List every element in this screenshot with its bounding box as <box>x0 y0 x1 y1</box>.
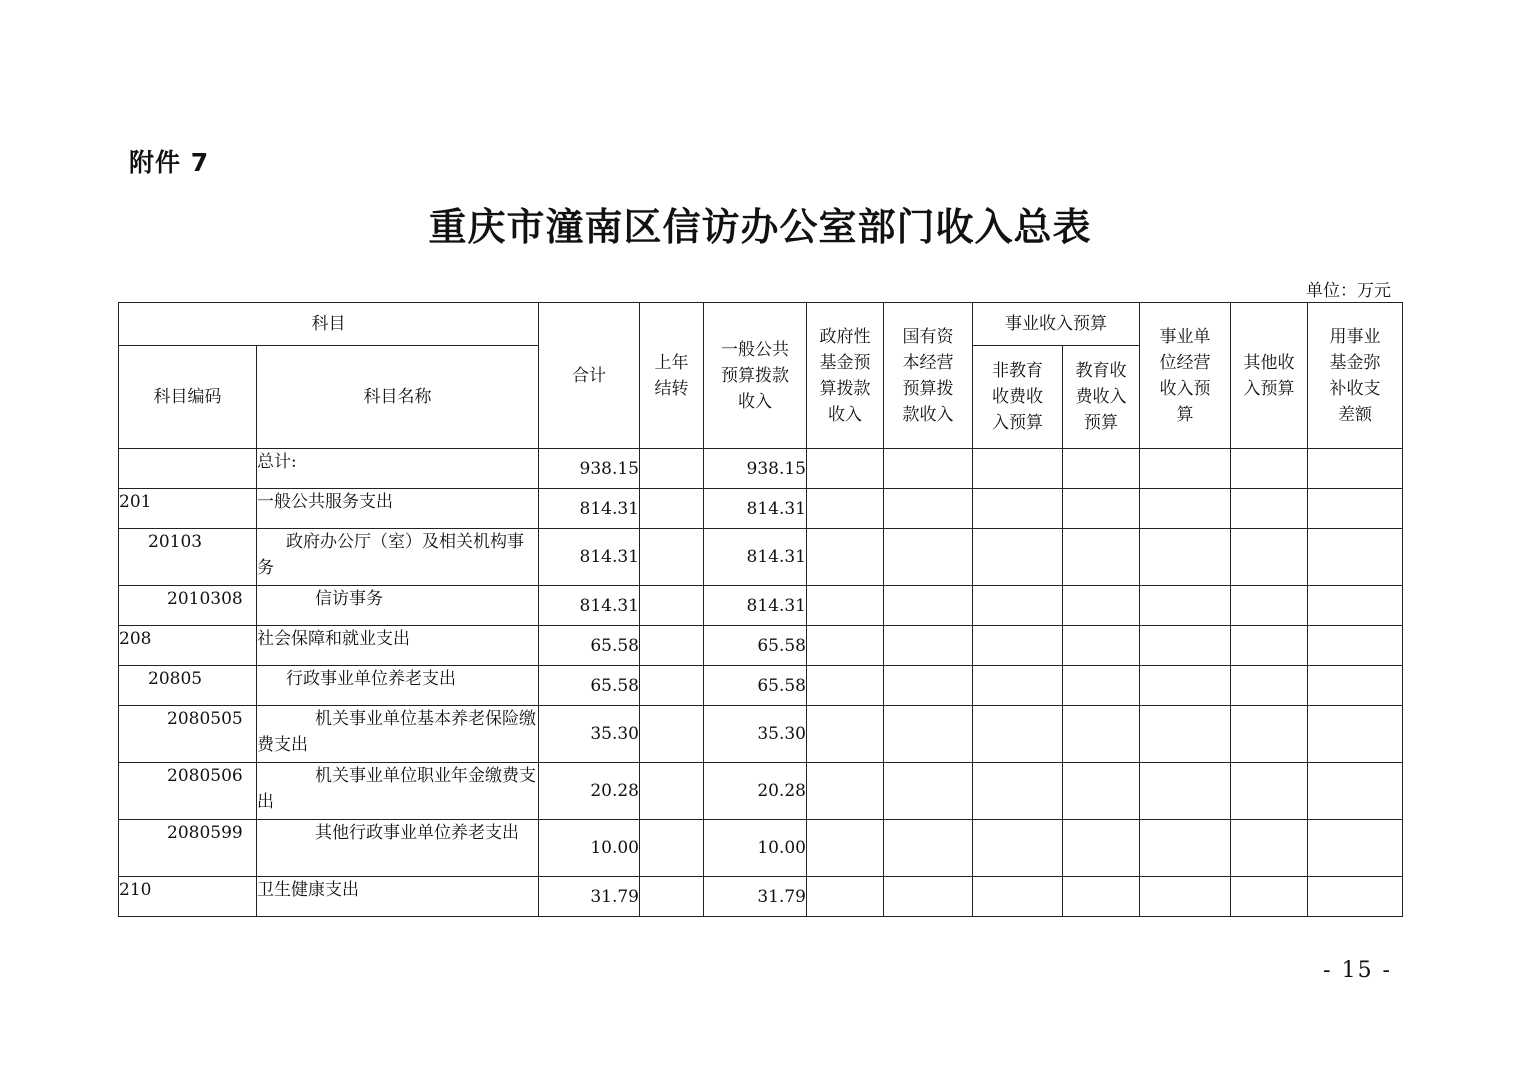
row-empty-cell <box>807 820 884 877</box>
row-empty-cell <box>1140 626 1231 666</box>
row-empty-cell <box>807 706 884 763</box>
row-empty-cell <box>1231 626 1308 666</box>
header-line: 算拨款 <box>819 378 871 399</box>
row-empty-cell <box>884 489 973 529</box>
row-general-budget: 814.31 <box>704 489 807 529</box>
row-empty-cell <box>1063 626 1140 666</box>
row-name: 行政事业单位养老支出 <box>257 666 539 706</box>
row-empty-cell <box>884 586 973 626</box>
row-empty-cell <box>1063 877 1140 917</box>
table-row <box>119 626 1403 666</box>
row-carryover <box>640 666 704 706</box>
row-general-budget: 20.28 <box>704 763 807 820</box>
row-empty-cell <box>1140 666 1231 706</box>
row-empty-cell <box>1231 489 1308 529</box>
row-total: 65.58 <box>539 626 640 666</box>
header-line: 一般公共 <box>721 339 789 360</box>
row-empty-cell <box>1231 666 1308 706</box>
row-empty-cell <box>973 449 1063 489</box>
row-name: 总计: <box>257 449 539 489</box>
row-total: 814.31 <box>539 586 640 626</box>
row-empty-cell <box>884 449 973 489</box>
row-name: 卫生健康支出 <box>257 877 539 917</box>
header-line: 收费收 <box>992 387 1043 407</box>
row-code: 2080506 <box>119 763 257 820</box>
header-subject-code: 科目编码 <box>119 346 257 449</box>
header-fund-balance <box>1308 303 1403 449</box>
header-line: 政府性 <box>819 326 871 347</box>
row-empty-cell <box>1063 820 1140 877</box>
row-name: 一般公共服务支出 <box>257 489 539 529</box>
row-empty-cell <box>1140 706 1231 763</box>
row-empty-cell <box>1063 489 1140 529</box>
row-empty-cell <box>1308 877 1403 917</box>
row-total: 31.79 <box>539 877 640 917</box>
row-code: 210 <box>119 877 257 917</box>
row-code: 2010308 <box>119 586 257 626</box>
row-general-budget: 814.31 <box>704 529 807 586</box>
header-line: 入预算 <box>992 413 1043 433</box>
header-business-unit <box>1140 303 1231 449</box>
row-empty-cell <box>884 529 973 586</box>
header-line: 预算拨款 <box>721 365 789 386</box>
header-line: 收入 <box>828 404 862 425</box>
row-carryover <box>640 489 704 529</box>
header-line: 教育收 <box>1075 361 1127 381</box>
row-empty-cell <box>1140 449 1231 489</box>
row-empty-cell <box>807 877 884 917</box>
row-empty-cell <box>884 666 973 706</box>
table-row <box>119 706 1403 763</box>
row-empty-cell <box>1140 820 1231 877</box>
page-title: 重庆市潼南区信访办公室部门收入总表 <box>428 204 1092 249</box>
row-name: 社会保障和就业支出 <box>257 626 539 666</box>
row-name: 机关事业单位基本养老保险缴费支出 <box>257 706 539 763</box>
row-carryover <box>640 763 704 820</box>
table-row <box>119 877 1403 917</box>
header-line: 款收入 <box>902 404 954 425</box>
header-line: 事业单 <box>1159 326 1211 347</box>
row-name: 机关事业单位职业年金缴费支出 <box>257 763 539 820</box>
row-name: 信访事务 <box>257 586 539 626</box>
header-line: 上年 <box>654 352 689 373</box>
row-general-budget: 10.00 <box>704 820 807 877</box>
row-total: 65.58 <box>539 666 640 706</box>
row-empty-cell <box>884 763 973 820</box>
row-empty-cell <box>1308 626 1403 666</box>
row-empty-cell <box>973 586 1063 626</box>
row-empty-cell <box>884 820 973 877</box>
header-non-edu <box>973 346 1063 449</box>
row-empty-cell <box>807 586 884 626</box>
row-empty-cell <box>1308 586 1403 626</box>
row-general-budget: 814.31 <box>704 586 807 626</box>
row-total: 10.00 <box>539 820 640 877</box>
row-empty-cell <box>1308 489 1403 529</box>
table-row <box>119 489 1403 529</box>
row-empty-cell <box>807 666 884 706</box>
row-empty-cell <box>1063 586 1140 626</box>
header-line: 用事业 <box>1329 326 1381 347</box>
table-row <box>119 586 1403 626</box>
header-gov-fund <box>807 303 884 449</box>
row-total: 814.31 <box>539 489 640 529</box>
row-empty-cell <box>1231 820 1308 877</box>
row-empty-cell <box>1140 489 1231 529</box>
row-empty-cell <box>1231 706 1308 763</box>
row-code: 20103 <box>119 529 257 586</box>
row-code: 201 <box>119 489 257 529</box>
row-empty-cell <box>1308 449 1403 489</box>
row-empty-cell <box>807 489 884 529</box>
row-empty-cell <box>973 820 1063 877</box>
header-subject-name: 科目名称 <box>257 346 539 449</box>
income-table <box>118 302 1403 917</box>
header-line: 收入 <box>738 391 772 412</box>
row-total: 814.31 <box>539 529 640 586</box>
row-empty-cell <box>1140 529 1231 586</box>
row-empty-cell <box>1231 877 1308 917</box>
header-line: 预算拨 <box>902 378 954 399</box>
row-empty-cell <box>807 449 884 489</box>
header-line: 费收入 <box>1075 387 1127 407</box>
row-empty-cell <box>1308 529 1403 586</box>
attachment-label: 附件 7 <box>129 148 210 177</box>
row-empty-cell <box>1063 666 1140 706</box>
header-total: 合计 <box>539 303 640 449</box>
row-empty-cell <box>807 763 884 820</box>
table-row <box>119 449 1403 489</box>
row-empty-cell <box>973 626 1063 666</box>
table-row <box>119 529 1403 586</box>
row-empty-cell <box>1140 877 1231 917</box>
table-row <box>119 763 1403 820</box>
header-line: 本经营 <box>902 352 954 373</box>
header-state-capital <box>884 303 973 449</box>
row-empty-cell <box>1308 820 1403 877</box>
row-code: 208 <box>119 626 257 666</box>
unit-label: 单位：万元 <box>1306 281 1391 301</box>
row-code <box>119 449 257 489</box>
row-general-budget: 65.58 <box>704 626 807 666</box>
header-line: 预算 <box>1084 413 1118 433</box>
row-empty-cell <box>973 763 1063 820</box>
row-carryover <box>640 529 704 586</box>
header-line: 入预算 <box>1243 378 1295 399</box>
header-line: 非教育 <box>992 361 1043 381</box>
header-other-income <box>1231 303 1308 449</box>
header-carryover <box>640 303 704 449</box>
table-row <box>119 666 1403 706</box>
header-line: 结转 <box>654 378 689 399</box>
row-empty-cell <box>973 529 1063 586</box>
row-carryover <box>640 706 704 763</box>
row-empty-cell <box>807 626 884 666</box>
header-line: 位经营 <box>1159 352 1211 373</box>
row-empty-cell <box>1140 586 1231 626</box>
row-empty-cell <box>884 877 973 917</box>
row-empty-cell <box>1308 763 1403 820</box>
header-edu <box>1063 346 1140 449</box>
row-carryover <box>640 877 704 917</box>
row-empty-cell <box>973 706 1063 763</box>
row-empty-cell <box>1063 763 1140 820</box>
row-empty-cell <box>1308 706 1403 763</box>
row-general-budget: 938.15 <box>704 449 807 489</box>
row-carryover <box>640 626 704 666</box>
row-name: 政府办公厅（室）及相关机构事务 <box>257 529 539 586</box>
header-line: 其他收 <box>1243 352 1295 373</box>
row-carryover <box>640 820 704 877</box>
header-line: 基金弥 <box>1329 352 1381 373</box>
page-number: - 15 - <box>1323 958 1392 983</box>
row-empty-cell <box>973 666 1063 706</box>
row-empty-cell <box>807 529 884 586</box>
row-code: 2080505 <box>119 706 257 763</box>
row-empty-cell <box>884 706 973 763</box>
header-line: 补收支 <box>1329 378 1381 399</box>
header-general-budget <box>704 303 807 449</box>
header-business-income: 事业收入预算 <box>973 303 1140 346</box>
row-general-budget: 31.79 <box>704 877 807 917</box>
row-empty-cell <box>973 489 1063 529</box>
table-row <box>119 820 1403 877</box>
header-line: 基金预 <box>819 352 871 373</box>
row-empty-cell <box>1063 449 1140 489</box>
row-code: 20805 <box>119 666 257 706</box>
row-empty-cell <box>1308 666 1403 706</box>
row-code: 2080599 <box>119 820 257 877</box>
row-empty-cell <box>1231 763 1308 820</box>
row-empty-cell <box>973 877 1063 917</box>
row-empty-cell <box>1140 763 1231 820</box>
row-general-budget: 65.58 <box>704 666 807 706</box>
row-empty-cell <box>1231 586 1308 626</box>
table-body <box>119 449 1403 917</box>
row-empty-cell <box>1063 529 1140 586</box>
row-name: 其他行政事业单位养老支出 <box>257 820 539 877</box>
header-line: 差额 <box>1338 404 1372 425</box>
row-total: 35.30 <box>539 706 640 763</box>
row-empty-cell <box>884 626 973 666</box>
row-total: 938.15 <box>539 449 640 489</box>
row-general-budget: 35.30 <box>704 706 807 763</box>
row-carryover <box>640 586 704 626</box>
row-empty-cell <box>1231 529 1308 586</box>
header-line: 国有资 <box>902 326 954 347</box>
row-empty-cell <box>1231 449 1308 489</box>
row-empty-cell <box>1063 706 1140 763</box>
row-total: 20.28 <box>539 763 640 820</box>
row-carryover <box>640 449 704 489</box>
header-line: 算 <box>1176 404 1194 425</box>
header-subject: 科目 <box>119 303 539 346</box>
header-line: 收入预 <box>1159 378 1211 399</box>
